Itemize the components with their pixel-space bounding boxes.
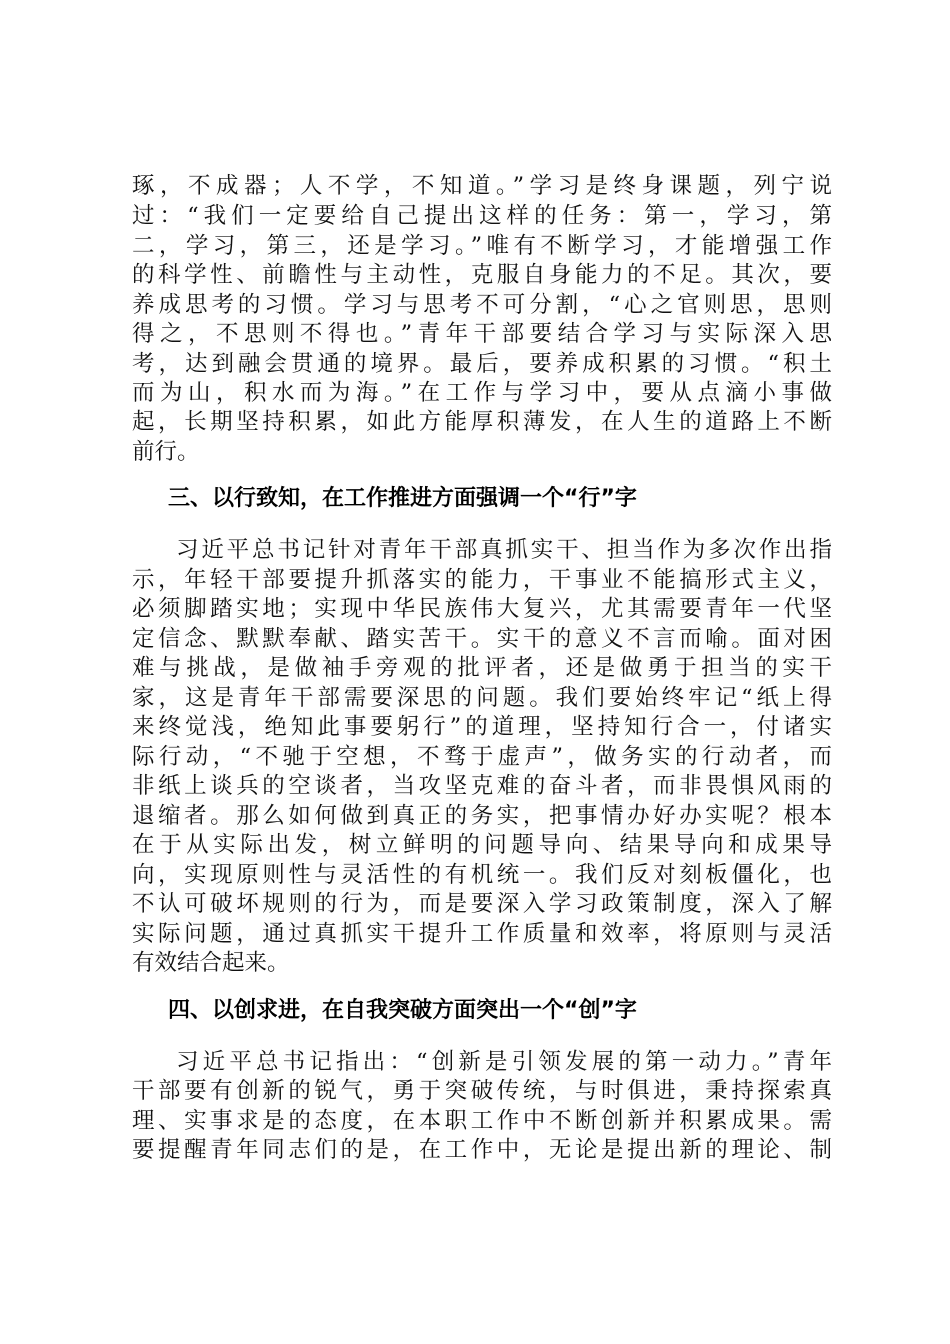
paragraph-line: 习近平总书记针对青年干部真抓实干、担当作为多次作出指 [176, 537, 832, 563]
paragraph-line: 琢，不成器；人不学，不知道。”学习是终身课题，列宁说 [132, 173, 832, 199]
paragraph-line: 向，实现原则性与灵活性的有机统一。我们反对刻板僵化，也 [132, 862, 832, 888]
paragraph-line: 非纸上谈兵的空谈者，当攻坚克难的奋斗者，而非畏惧风雨的 [132, 773, 832, 799]
paragraph-line: 的科学性、前瞻性与主动性，克服自身能力的不足。其次，要 [132, 262, 832, 288]
paragraph-line: 定信念、默默奉献、踏实苦干。实干的意义不言而喻。面对困 [132, 626, 832, 652]
paragraph-line: 干部要有创新的锐气，勇于突破传统，与时俱进，秉持探索真 [132, 1078, 832, 1104]
paragraph-line: 前行。 [132, 439, 200, 465]
paragraph-line: 习近平总书记指出：“创新是引领发展的第一动力。”青年 [176, 1049, 832, 1075]
paragraph-line: 不认可破坏规则的行为，而是要深入学习政策制度，深入了解 [132, 891, 832, 917]
paragraph-line: 在于从实际出发，树立鲜明的问题导向、结果导向和成果导 [132, 832, 832, 858]
paragraph-line: 实际问题，通过真抓实干提升工作质量和效率，将原则与灵活 [132, 921, 832, 947]
paragraph-line: 养成思考的习惯。学习与思考不可分割，“心之官则思，思则 [132, 292, 832, 318]
section-heading-4: 四、以创求进，在自我突破方面突出一个“创”字 [168, 998, 637, 1023]
paragraph-line: 过：“我们一定要给自己提出这样的任务：第一，学习，第 [132, 203, 832, 229]
paragraph-line: 家，这是青年干部需要深思的问题。我们要始终牢记“纸上得 [132, 685, 832, 711]
paragraph-line: 得之，不思则不得也。”青年干部要结合学习与实际深入思 [132, 321, 832, 347]
paragraph-line: 示，年轻干部要提升抓落实的能力，干事业不能搞形式主义， [132, 567, 832, 593]
paragraph-line: 来终觉浅，绝知此事要躬行”的道理，坚持知行合一，付诸实 [132, 714, 832, 740]
paragraph-line: 要提醒青年同志们的是，在工作中，无论是提出新的理论、制 [132, 1137, 832, 1163]
paragraph-line: 必须脚踏实地；实现中华民族伟大复兴，尤其需要青年一代坚 [132, 596, 832, 622]
paragraph-line: 起，长期坚持积累，如此方能厚积薄发，在人生的道路上不断 [132, 409, 832, 435]
paragraph-line: 难与挑战，是做袖手旁观的批评者，还是做勇于担当的实干 [132, 655, 832, 681]
paragraph-line: 退缩者。那么如何做到真正的务实，把事情办好办实呢？根本 [132, 803, 832, 829]
paragraph-line: 考，达到融会贯通的境界。最后，要养成积累的习惯。“积土 [132, 351, 832, 377]
paragraph-line: 二，学习，第三，还是学习。”唯有不断学习，才能增强工作 [132, 233, 832, 259]
paragraph-line: 际行动，“不驰于空想，不骛于虚声”，做务实的行动者，而 [132, 744, 832, 770]
paragraph-line: 而为山，积水而为海。”在工作与学习中，要从点滴小事做 [132, 380, 832, 406]
section-heading-3: 三、以行致知，在工作推进方面强调一个“行”字 [168, 486, 637, 511]
paragraph-line: 理、实事求是的态度，在本职工作中不断创新并积累成果。需 [132, 1108, 832, 1134]
paragraph-line: 有效结合起来。 [132, 950, 290, 976]
